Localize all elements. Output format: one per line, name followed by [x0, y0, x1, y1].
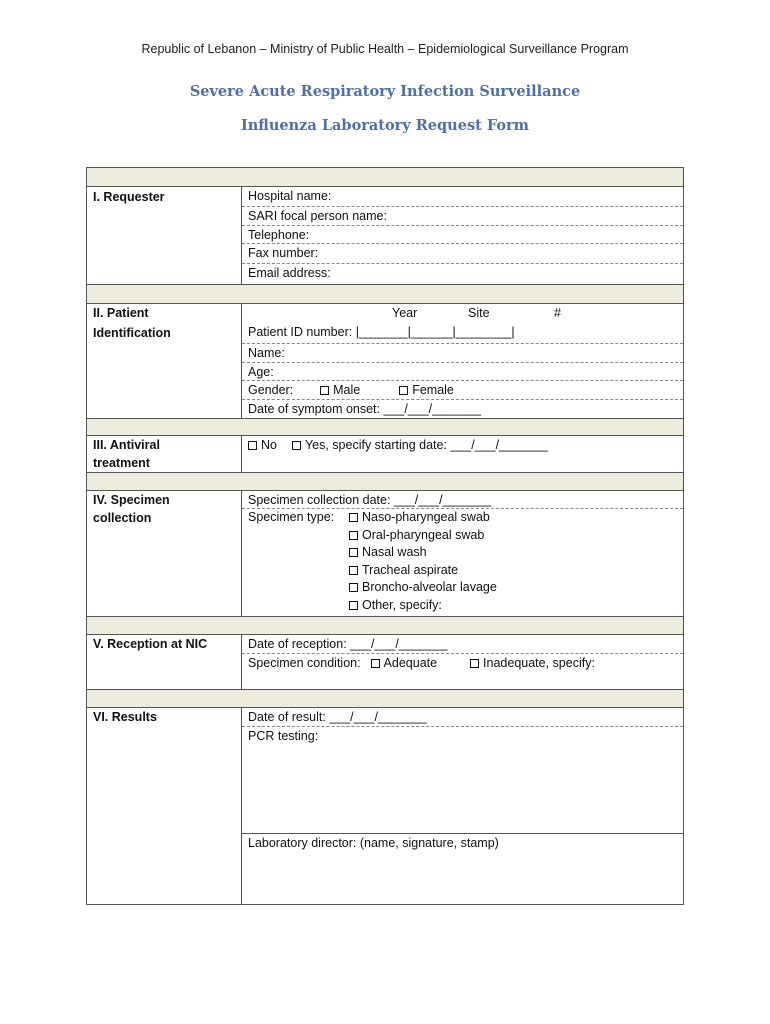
section-band	[87, 689, 683, 708]
program-header: Republic of Lebanon – Ministry of Public Health – Epidemiological Surveillance Program	[141, 42, 629, 56]
year-column-header: Year	[392, 306, 418, 320]
antiviral-no-label: No	[261, 438, 277, 452]
specimen-type-label: Specimen type:	[248, 510, 335, 524]
patient-label	[93, 304, 241, 342]
form-title: Severe Acute Respiratory Infection Surveillance	[189, 83, 581, 100]
specimen-condition-row	[242, 654, 683, 689]
male-label: Male	[333, 383, 361, 397]
lab-director-field[interactable]: Laboratory director: (name, signature, stamp)	[248, 836, 499, 850]
antiviral-label	[93, 436, 241, 472]
section-band	[87, 418, 683, 436]
inadequate-checkbox[interactable]	[470, 659, 479, 668]
specimen-type-option: Broncho-alveolar lavage	[362, 580, 497, 595]
antiviral-label-line2: treatment	[93, 456, 150, 470]
nasal-wash-checkbox[interactable]	[349, 548, 358, 557]
site-column-header: Site	[468, 306, 490, 320]
specimen-label-line1: IV. Specimen	[93, 493, 170, 507]
other-specimen-checkbox[interactable]	[349, 601, 358, 610]
section-band	[87, 168, 683, 187]
specimen-type-option: Other, specify:	[362, 597, 442, 612]
patient-name-field[interactable]: Name:	[242, 344, 683, 363]
patient-id-row	[242, 304, 683, 344]
reception-date-field[interactable]: Date of reception: ___/___/_______	[242, 635, 683, 654]
specimen-label-line2: collection	[93, 511, 152, 525]
specimen-type-option: Tracheal aspirate	[362, 562, 459, 577]
symptom-onset-field[interactable]: Date of symptom onset: ___/___/_______	[248, 402, 481, 416]
requester-label: I. Requester	[93, 190, 165, 204]
reception-label: V. Reception at NIC	[93, 637, 208, 651]
broncho-alveolar-checkbox[interactable]	[349, 583, 358, 592]
specimen-type-option: Nasal wash	[362, 545, 427, 560]
collection-date-field[interactable]: Specimen collection date: ___/___/_______	[242, 491, 683, 509]
antiviral-yes-label: Yes, specify starting date: ___/___/_______	[304, 438, 548, 452]
female-checkbox[interactable]	[399, 386, 408, 395]
specimen-label	[93, 491, 241, 527]
section-band	[87, 472, 683, 491]
condition-label: Specimen condition:	[248, 656, 361, 670]
naso-pharyngeal-checkbox[interactable]	[349, 513, 358, 522]
results-label: VI. Results	[93, 710, 157, 724]
focal-person-field[interactable]: SARI focal person name:	[242, 207, 683, 226]
specimen-type-option: Naso-pharyngeal swab	[362, 510, 490, 524]
male-checkbox[interactable]	[320, 386, 329, 395]
section-band	[87, 616, 683, 635]
adequate-checkbox[interactable]	[371, 659, 380, 668]
form-subtitle: Influenza Laboratory Request Form	[240, 117, 530, 134]
fax-field[interactable]: Fax number:	[242, 244, 683, 264]
gender-label: Gender:	[248, 383, 294, 397]
pcr-testing-field[interactable]: PCR testing:	[242, 727, 683, 834]
telephone-field[interactable]: Telephone:	[242, 226, 683, 244]
patient-age-field[interactable]: Age:	[242, 363, 683, 381]
section-band	[87, 284, 683, 304]
patient-id-field[interactable]: Patient ID number: |_______|______|________|	[248, 325, 515, 339]
result-date-field[interactable]: Date of result: ___/___/_______	[242, 708, 683, 727]
hospital-name-field[interactable]: Hospital name:	[242, 187, 683, 207]
number-column-header: #	[554, 306, 561, 320]
oral-pharyngeal-checkbox[interactable]	[349, 531, 358, 540]
patient-label-line1: II. Patient	[93, 306, 149, 320]
adequate-label: Adequate	[383, 656, 438, 670]
inadequate-label: Inadequate, specify:	[483, 656, 595, 670]
antiviral-no-checkbox[interactable]	[248, 441, 257, 450]
antiviral-yes-checkbox[interactable]	[292, 441, 301, 450]
antiviral-row	[242, 436, 683, 472]
tracheal-aspirate-checkbox[interactable]	[349, 566, 358, 575]
request-form-table	[86, 167, 684, 905]
specimen-type-option: Oral-pharyngeal swab	[362, 527, 485, 542]
email-field[interactable]: Email address:	[248, 266, 331, 280]
patient-label-line2: Identification	[93, 326, 171, 340]
female-label: Female	[412, 383, 454, 397]
specimen-type-block	[242, 509, 683, 617]
antiviral-label-line1: III. Antiviral	[93, 438, 160, 452]
gender-row	[242, 381, 683, 400]
